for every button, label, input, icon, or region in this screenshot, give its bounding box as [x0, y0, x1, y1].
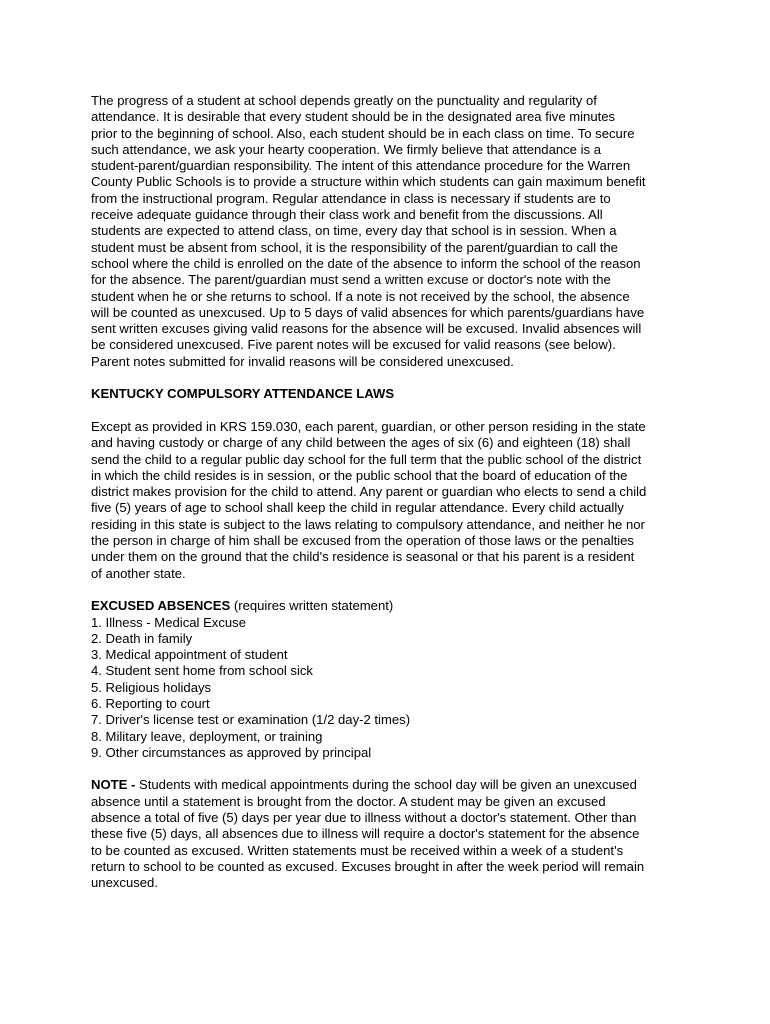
text-line: sent written excuses giving valid reasons for the absence will be excused. Invalid absences will — [91, 321, 642, 337]
text-line: such attendance, we ask your hearty cooperation. We firmly believe that attendance is a — [91, 141, 601, 157]
list-item: 5. Religious holidays — [91, 679, 212, 695]
list-item: 6. Reporting to court — [91, 695, 210, 711]
paragraph-spacer — [91, 370, 751, 386]
text-line: absence a total of five (5) days per year due to illness without a doctor's statement. Other than — [91, 810, 637, 826]
text-line: the person in charge of him shall be excused from the operation of those laws or the penalties — [91, 533, 634, 549]
text-line: County Public Schools is to provide a structure within which students can gain maximum benefit — [91, 174, 646, 190]
list-item: 2. Death in family — [91, 630, 193, 646]
text-line: in which the child resides is in session, or the public school that the board of education of the — [91, 467, 628, 483]
excused-heading-line — [91, 598, 751, 614]
excused-heading-note: (requires written statement) — [230, 598, 394, 614]
text-line: these five (5) days, all absences due to illness will require a doctor's statement for the absence — [91, 826, 640, 842]
text-line: to be counted as excused. Written statements must be received within a week of a student's — [91, 842, 624, 858]
text-line: receive adequate guidance through their class work and benefit from the discussions. All — [91, 207, 603, 223]
intro-paragraph — [91, 93, 751, 370]
kentucky-paragraph — [91, 419, 751, 582]
kentucky-heading: KENTUCKY COMPULSORY ATTENDANCE LAWS — [91, 386, 395, 402]
text-line: under them on the ground that the child's residence is seasonal or that his parent is a resident — [91, 549, 635, 565]
text-line: from the instructional program. Regular attendance in class is necessary if students are to — [91, 190, 611, 206]
text-line: student-parent/guardian responsibility. The intent of this attendance procedure for the Warren — [91, 158, 631, 174]
note-first-line — [91, 777, 751, 793]
text-line: student must be absent from school, it is the responsibility of the parent/guardian to call the — [91, 239, 618, 255]
text-line: Parent notes submitted for invalid reasons will be considered unexcused. — [91, 353, 514, 369]
note-paragraph — [91, 777, 751, 891]
paragraph-spacer — [91, 582, 751, 598]
text-line: be considered unexcused. Five parent notes will be excused for valid reasons (see below). — [91, 337, 616, 353]
list-item: 3. Medical appointment of student — [91, 647, 288, 663]
text-line: of another state. — [91, 565, 186, 581]
paragraph-spacer — [91, 761, 751, 777]
text-line: and having custody or charge of any child between the ages of six (6) and eighteen (18) shall — [91, 435, 631, 451]
text-line: absence until a statement is brought from the doctor. A student may be given an excused — [91, 793, 606, 809]
text-line: Students with medical appointments during the school day will be given an unexcused — [135, 777, 637, 793]
text-line: prior to the beginning of school. Also, each student should be in each class on time. To secure — [91, 125, 635, 141]
list-item: 8. Military leave, deployment, or training — [91, 728, 323, 744]
list-item: 7. Driver's license test or examination (1/2 day-2 times) — [91, 712, 411, 728]
excused-heading: EXCUSED ABSENCES — [91, 598, 231, 614]
text-line: The progress of a student at school depends greatly on the punctuality and regularity of — [91, 93, 597, 108]
text-line: will be counted as unexcused. Up to 5 days of valid absences for which parents/guardians have — [91, 304, 645, 320]
excused-heading-row — [91, 598, 751, 614]
excused-absences-list — [91, 615, 751, 762]
text-line: students are expected to attend class, on time, every day that school is in session. When a — [91, 223, 617, 239]
text-line: send the child to a regular public day school for the full term that the public school of the district — [91, 451, 642, 467]
text-line: Except as provided in KRS 159.030, each parent, guardian, or other person residing in the state — [91, 418, 646, 434]
paragraph-spacer — [91, 403, 751, 419]
text-line: residing in this state is subject to the laws relating to compulsory attendance, and neither he nor — [91, 516, 645, 532]
text-line: school where the child is enrolled on the date of the absence to inform the school of the reason — [91, 255, 641, 271]
list-item: 9. Other circumstances as approved by principal — [91, 744, 372, 760]
text-line: for the absence. The parent/guardian must send a written excuse or doctor's note with the — [91, 272, 611, 288]
text-line: student when he or she returns to school. If a note is not received by the school, the absence — [91, 288, 630, 304]
text-line: return to school to be counted as excused. Excuses brought in after the week period will remain — [91, 858, 645, 874]
list-item: 1. Illness - Medical Excuse — [91, 614, 247, 630]
note-label: NOTE - — [91, 777, 136, 793]
text-line: district makes provision for the child to attend. Any parent or guardian who elects to send a child — [91, 484, 647, 500]
text-line: unexcused. — [91, 875, 158, 891]
list-item: 4. Student sent home from school sick — [91, 663, 313, 679]
text-line: five (5) years of age to school shall keep the child in regular attendance. Every child actually — [91, 500, 624, 516]
document-page — [91, 93, 751, 892]
text-line: attendance. It is desirable that every student should be in the designated area five minutes — [91, 109, 616, 125]
